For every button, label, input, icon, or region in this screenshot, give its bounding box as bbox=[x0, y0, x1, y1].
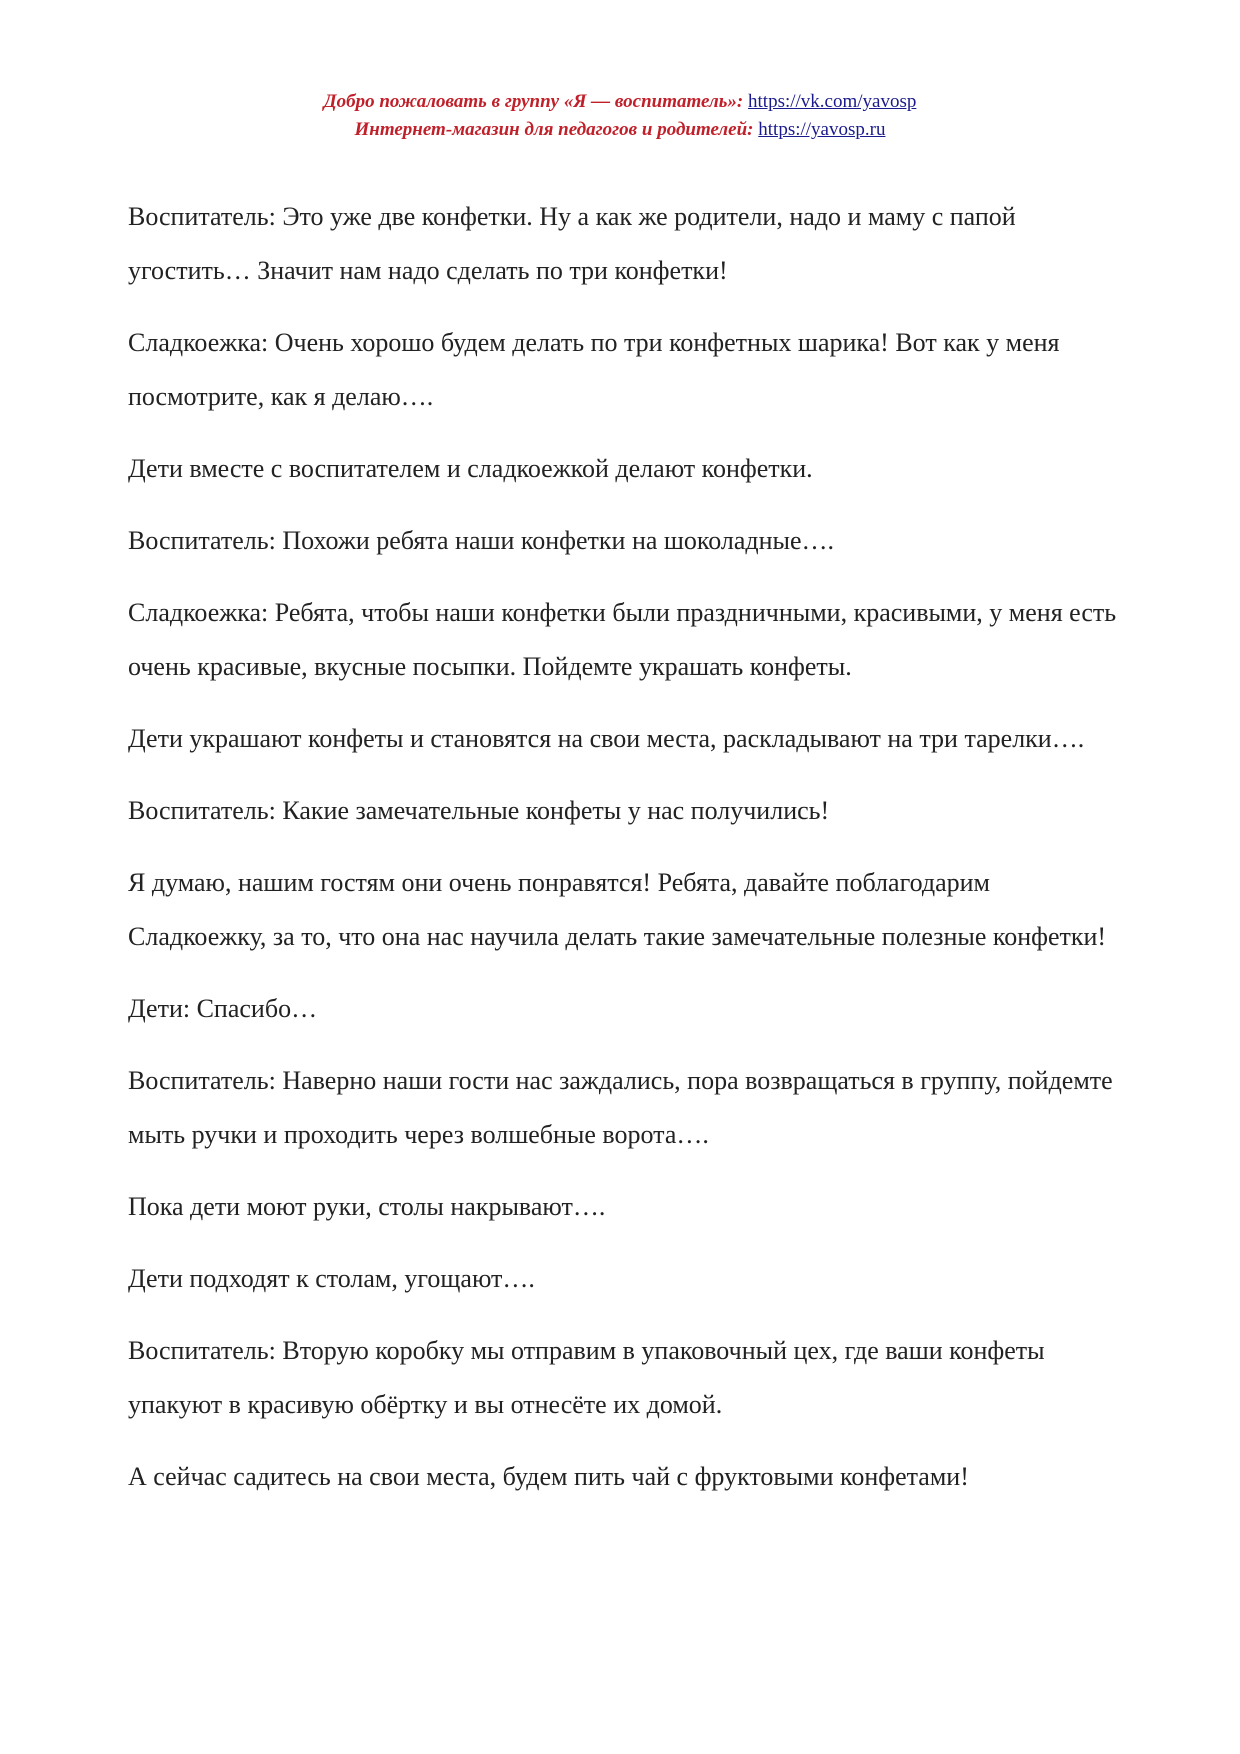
paragraph: Дети подходят к столам, угощают…. bbox=[128, 1264, 535, 1293]
shop-link[interactable]: https://yavosp.ru bbox=[758, 119, 886, 140]
paragraph: Дети украшают конфеты и становятся на свои места, раскладывают на три тарелки…. bbox=[128, 724, 1085, 753]
shop-label: Интернет-магазин для педагогов и родителей: bbox=[354, 119, 754, 140]
header-line-group bbox=[0, 88, 1240, 116]
paragraph: Воспитатель: Вторую коробку мы отправим в упаковочный цех, где ваши конфеты упакуют в красивую обёртку и вы отнесёте их домой. bbox=[128, 1336, 1045, 1419]
paragraph: Воспитатель: Наверно наши гости нас заждались, пора возвращаться в группу, пойдемте мыть ручки и проходить через волшебные ворота…. bbox=[128, 1066, 1113, 1149]
paragraph: Воспитатель: Похожи ребята наши конфетки на шоколадные…. bbox=[128, 526, 835, 555]
paragraph: А сейчас садитесь на свои места, будем пить чай с фруктовыми конфетами! bbox=[128, 1462, 969, 1491]
vk-group-link[interactable]: https://vk.com/yavosp bbox=[748, 91, 917, 112]
paragraph: Дети вместе с воспитателем и сладкоежкой делают конфетки. bbox=[128, 454, 813, 483]
paragraph: Воспитатель: Это уже две конфетки. Ну а как же родители, надо и маму с папой угостить… Значит нам надо сделать по три конфетки! bbox=[128, 202, 1016, 285]
document-body bbox=[128, 190, 1128, 1522]
paragraph: Я думаю, нашим гостям они очень понравятся! Ребята, давайте поблагодарим Сладкоежку, за то, что она нас научила делать такие замечательные полезные конфетки! bbox=[128, 868, 1107, 951]
header-line-shop bbox=[0, 116, 1240, 144]
group-invite-label: Добро пожаловать в группу «Я — воспитатель»: bbox=[323, 91, 744, 112]
paragraph: Дети: Спасибо… bbox=[128, 994, 318, 1023]
paragraph: Пока дети моют руки, столы накрывают…. bbox=[128, 1192, 606, 1221]
paragraph: Воспитатель: Какие замечательные конфеты у нас получились! bbox=[128, 796, 830, 825]
paragraph: Сладкоежка: Ребята, чтобы наши конфетки были праздничными, красивыми, у меня есть очень красивые, вкусные посыпки. Пойдемте украшать конфеты. bbox=[128, 598, 1117, 681]
page-header bbox=[0, 88, 1240, 144]
paragraph: Сладкоежка: Очень хорошо будем делать по три конфетных шарика! Вот как у меня посмотрите, как я делаю…. bbox=[128, 328, 1060, 411]
